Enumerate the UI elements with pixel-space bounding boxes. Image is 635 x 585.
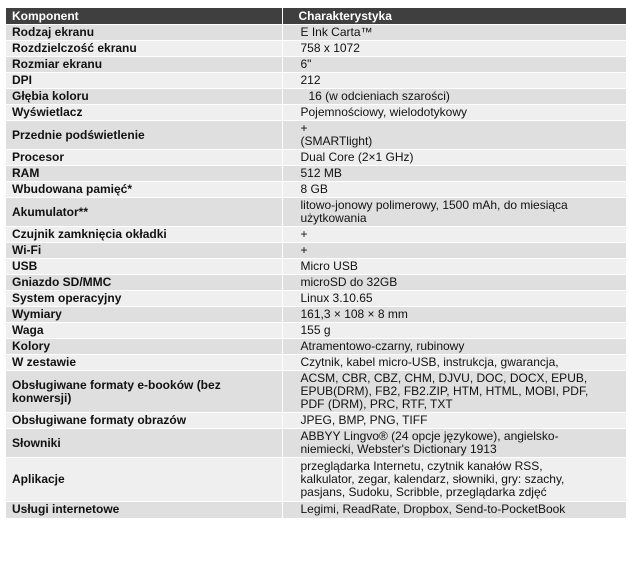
row-value — [282, 166, 626, 182]
row-value-line: Atramentowo-czarny, rubinowy — [300, 339, 465, 353]
row-value-line: ABBYY Lingvo® (24 opcje językowe), angielsko- — [300, 429, 559, 443]
row-value-line: 8 GB — [300, 182, 328, 196]
row-value — [282, 121, 626, 150]
row-key: DPI — [6, 73, 282, 89]
row-key: Przednie podświetlenie — [6, 121, 282, 150]
row-key: W zestawie — [6, 355, 282, 371]
row-value-line: Czytnik, kabel micro-USB, instrukcja, gwarancja, — [300, 355, 559, 369]
row-value-line: Legimi, ReadRate, Dropbox, Send-to-PocketBook — [300, 502, 566, 517]
row-key: Wi-Fi — [6, 243, 282, 259]
row-value-line: JPEG, BMP, PNG, TIFF — [300, 413, 428, 427]
row-value — [282, 89, 626, 105]
spec-table-body — [6, 25, 626, 518]
row-value-line: Pojemnościowy, wielodotykowy — [300, 105, 468, 119]
row-value-line: + — [300, 227, 308, 241]
row-key: Wyświetlacz — [6, 105, 282, 121]
row-value-line: + — [300, 121, 308, 135]
row-value — [282, 73, 626, 89]
table-row — [6, 355, 626, 371]
row-key: Rozmiar ekranu — [6, 57, 282, 73]
column-header-component: Komponent — [6, 8, 282, 25]
spec-table — [6, 8, 627, 518]
table-row — [6, 121, 626, 150]
row-value-line: EPUB(DRM), FB2, FB2.ZIP, HTM, HTML, MOBI, PDF, — [300, 384, 589, 398]
table-row — [6, 182, 626, 198]
row-key: Głębia koloru — [6, 89, 282, 105]
row-key: Słowniki — [6, 429, 282, 458]
row-key: Usługi internetowe — [6, 502, 282, 518]
table-row — [6, 198, 626, 227]
row-value — [282, 355, 626, 371]
table-row — [6, 166, 626, 182]
table-row — [6, 413, 626, 429]
row-key: Obsługiwane formaty obrazów — [6, 413, 282, 429]
row-value — [282, 150, 626, 166]
row-value-line: PDF (DRM), PRC, RTF, TXT — [300, 397, 453, 411]
table-row — [6, 429, 626, 458]
row-value-line: 16 (w odcieniach szarości) — [308, 89, 450, 103]
row-value — [282, 458, 626, 502]
row-value — [282, 227, 626, 243]
table-row — [6, 227, 626, 243]
row-value — [282, 105, 626, 121]
table-row — [6, 307, 626, 323]
row-key: Rodzaj ekranu — [6, 25, 282, 41]
row-value — [282, 307, 626, 323]
row-value-line: 155 g — [300, 323, 331, 337]
row-value-line: ACSM, CBR, CBZ, CHM, DJVU, DOC, DOCX, EPUB, — [300, 371, 588, 385]
row-key: Aplikacje — [6, 458, 282, 502]
row-value — [282, 275, 626, 291]
table-row — [6, 150, 626, 166]
row-value-line: 512 MB — [300, 166, 342, 180]
row-value-line: 6" — [300, 57, 312, 71]
table-row — [6, 243, 626, 259]
column-header-spec: Charakterystyka — [282, 8, 626, 25]
row-value-line: microSD do 32GB — [300, 275, 398, 289]
row-value-line: pasjans, Sudoku, Scribble, przeglądarka zdjęć — [300, 485, 547, 499]
row-value-line: 161,3 × 108 × 8 mm — [300, 307, 408, 321]
row-key: Kolory — [6, 339, 282, 355]
row-value — [282, 371, 626, 413]
row-key: System operacyjny — [6, 291, 282, 307]
row-value — [282, 291, 626, 307]
table-row — [6, 57, 626, 73]
row-key: Waga — [6, 323, 282, 339]
table-row — [6, 259, 626, 275]
table-row — [6, 323, 626, 339]
table-row — [6, 41, 626, 57]
table-row — [6, 339, 626, 355]
row-value-line: (SMARTlight) — [300, 134, 373, 148]
row-key: USB — [6, 259, 282, 275]
row-value-line: Micro USB — [300, 259, 358, 273]
row-value — [282, 339, 626, 355]
row-key: RAM — [6, 166, 282, 182]
row-value — [282, 429, 626, 458]
table-row — [6, 502, 626, 518]
row-value — [282, 182, 626, 198]
row-value-line: niemiecki, Webster's Dictionary 1913 — [300, 442, 497, 456]
table-row — [6, 291, 626, 307]
row-value-line: E Ink Carta™ — [300, 25, 373, 39]
row-key: Wymiary — [6, 307, 282, 323]
row-value-line: + — [300, 243, 308, 257]
row-key: Obsługiwane formaty e-booków (bez konwersji) — [6, 371, 282, 413]
row-key: Czujnik zamknięcia okładki — [6, 227, 282, 243]
table-row — [6, 458, 626, 502]
row-value-line: 212 — [300, 73, 321, 87]
row-value — [282, 259, 626, 275]
row-value — [282, 243, 626, 259]
row-value-line: kalkulator, zegar, kalendarz, słowniki, gry: szachy, — [300, 472, 565, 486]
row-value — [282, 41, 626, 57]
row-value-line: litowo-jonowy polimerowy, 1500 mAh, do miesiąca — [300, 198, 568, 212]
table-row — [6, 89, 626, 105]
row-value — [282, 323, 626, 339]
row-key: Procesor — [6, 150, 282, 166]
row-value — [282, 198, 626, 227]
table-row — [6, 275, 626, 291]
table-row — [6, 105, 626, 121]
row-key: Akumulator** — [6, 198, 282, 227]
row-value-line: użytkowania — [300, 211, 367, 225]
row-value — [282, 25, 626, 41]
table-row — [6, 25, 626, 41]
row-key: Wbudowana pamięć* — [6, 182, 282, 198]
table-row — [6, 73, 626, 89]
table-header-row — [6, 8, 626, 25]
row-key: Gniazdo SD/MMC — [6, 275, 282, 291]
row-key: Rozdzielczość ekranu — [6, 41, 282, 57]
row-value — [282, 413, 626, 429]
row-value-line: Dual Core (2×1 GHz) — [300, 150, 414, 164]
row-value — [282, 57, 626, 73]
table-row — [6, 371, 626, 413]
row-value-line: przeglądarka Internetu, czytnik kanałów RSS, — [300, 459, 543, 473]
row-value-line: Linux 3.10.65 — [300, 291, 373, 305]
row-value — [282, 502, 626, 518]
row-value-line: 758 x 1072 — [300, 41, 360, 55]
